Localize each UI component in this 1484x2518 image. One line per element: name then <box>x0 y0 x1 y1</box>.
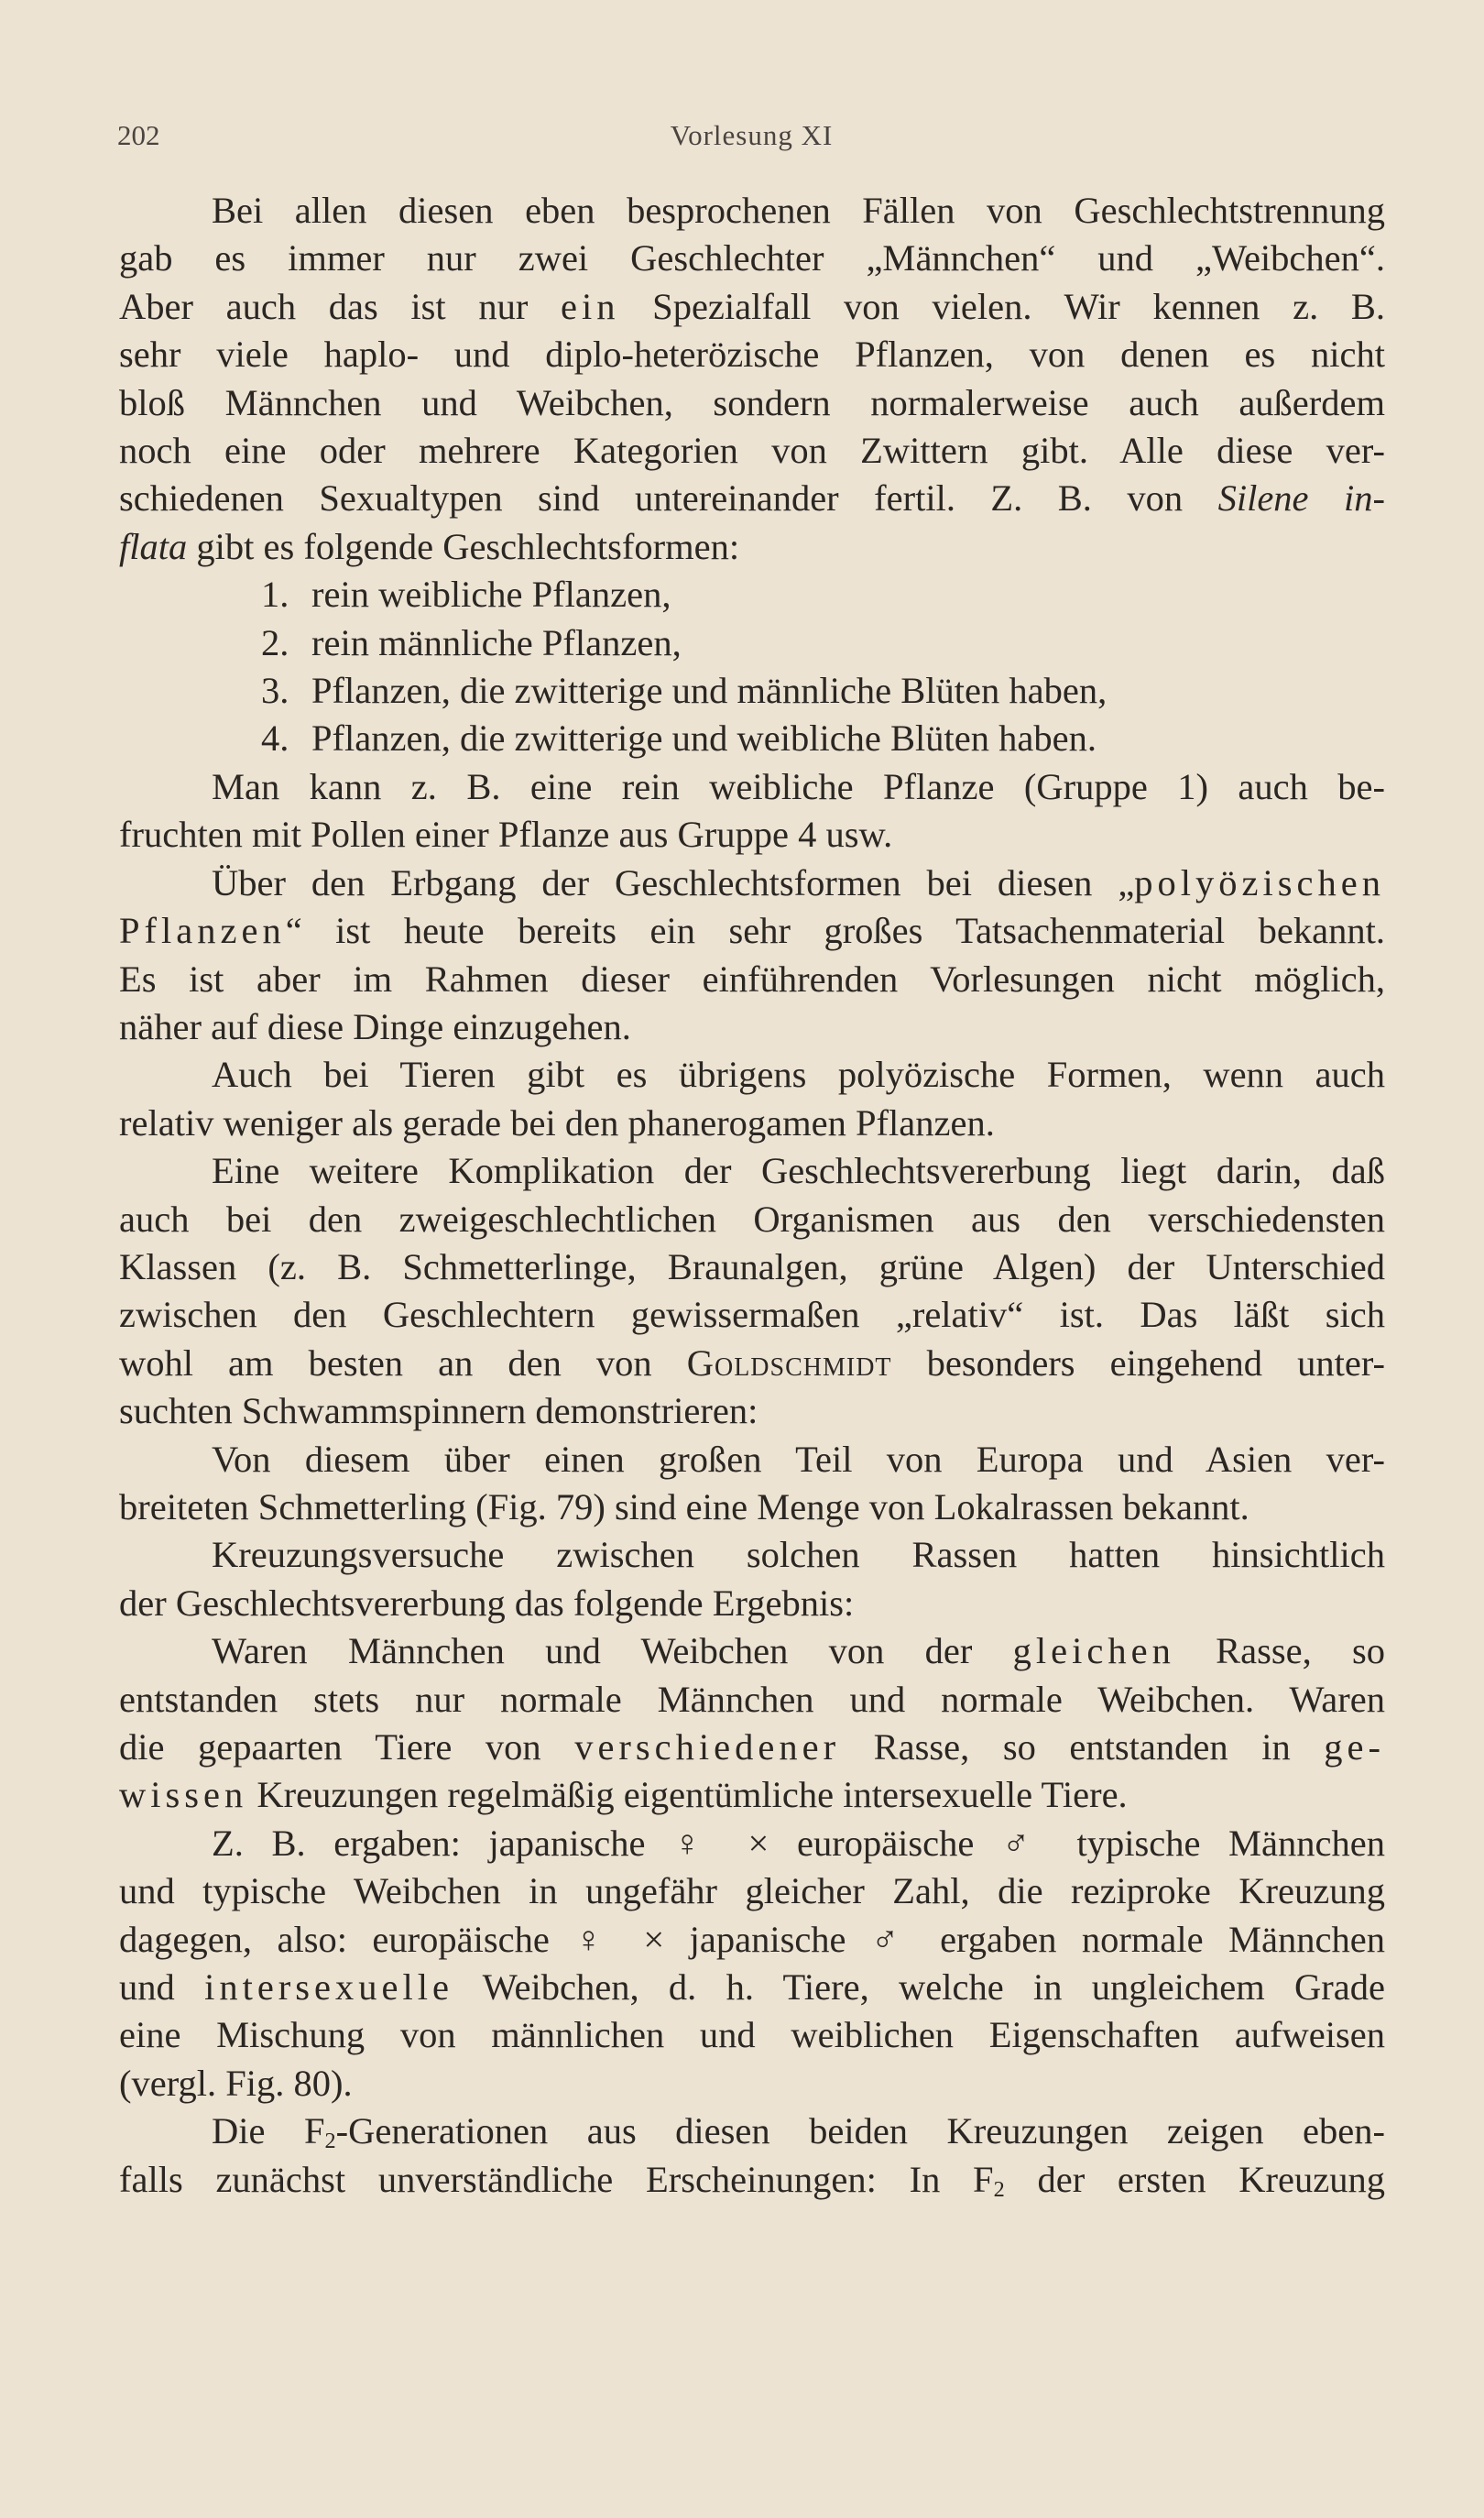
paragraph-7 <box>119 1531 1385 1627</box>
body-text <box>119 187 1385 2204</box>
paragraph-4 <box>119 1051 1385 1147</box>
text-line: breiteten Schmetterling (Fig. 79) sind eine Menge von Lokalrassen bekannt. <box>119 1485 1249 1527</box>
list-item: 3. Pflanzen, die zwitterige und männliche Blüten haben, <box>261 670 1108 712</box>
text-line: die gepaarten Tiere von verschiedener Rasse, so entstanden in ge- <box>119 1726 1385 1768</box>
text-line: bloß Männchen und Weibchen, sondern normalerweise auch außerdem <box>119 381 1385 423</box>
text-line: Bei allen diesen eben besprochenen Fällen von Geschlechtstrennung <box>212 190 1385 231</box>
text-line: Man kann z. B. eine rein weibliche Pflanze (Gruppe 1) auch be- <box>212 765 1385 807</box>
text-line: relativ weniger als gerade bei den phanerogamen Pflanzen. <box>119 1101 995 1144</box>
text-line: zwischen den Geschlechtern gewissermaßen „relativ“ ist. Das läßt sich <box>119 1294 1385 1336</box>
page-header <box>117 119 1386 165</box>
text-line: dagegen, also: europäische ♀ × japanische ♂ ergaben normale Männchen <box>119 1918 1385 1960</box>
text-line: Über den Erbgang der Geschlechtsformen bei diesen „polyözischen <box>212 861 1385 903</box>
text-line: flata gibt es folgende Geschlechtsformen: <box>119 525 740 567</box>
text-line: suchten Schwammspinnern demonstrieren: <box>119 1390 758 1432</box>
list-item: 2. rein männliche Pflanzen, <box>261 621 682 663</box>
paragraph-10 <box>119 2107 1385 2204</box>
list-item: 1. rein weibliche Pflanzen, <box>261 574 671 616</box>
text-line: noch eine oder mehrere Kategorien von Zwittern gibt. Alle diese ver- <box>119 430 1385 472</box>
text-line: Eine weitere Komplikation der Geschlechtsvererbung liegt darin, daß <box>212 1150 1385 1192</box>
author-name: Goldschmidt <box>686 1341 892 1384</box>
numbered-list <box>119 571 1385 763</box>
text-line: auch bei den zweigeschlechtlichen Organismen aus den verschiedensten <box>119 1198 1385 1240</box>
text-line: und typische Weibchen in ungefähr gleicher Zahl, die reziproke Kreuzung <box>119 1870 1385 1912</box>
text-line: eine Mischung von männlichen und weiblichen Eigenschaften aufweisen <box>119 2014 1385 2056</box>
paragraph-6 <box>119 1436 1385 1532</box>
text-line: (vergl. Fig. 80). <box>119 2062 353 2104</box>
text-line: Pflanzen“ ist heute bereits ein sehr großes Tatsachenmaterial bekannt. <box>119 910 1385 952</box>
text-line: Auch bei Tieren gibt es übrigens polyözische Formen, wenn auch <box>212 1054 1385 1096</box>
text-line: Klassen (z. B. Schmetterlinge, Braunalgen, grüne Algen) der Unterschied <box>119 1245 1385 1287</box>
paragraph-5 <box>119 1147 1385 1435</box>
text-line: und intersexuelle Weibchen, d. h. Tiere, welche in ungleichem Grade <box>119 1966 1385 2009</box>
text-line: der Geschlechtsvererbung das folgende Ergebnis: <box>119 1582 855 1624</box>
text-line: sehr viele haplo- und diplo-heterözische Pflanzen, von denen es nicht <box>119 334 1385 376</box>
paragraph-1 <box>119 187 1385 571</box>
text-line: Kreuzungsversuche zwischen solchen Rassen hatten hinsichtlich <box>212 1534 1385 1576</box>
italic-species-name: flata <box>119 525 188 567</box>
list-item: 4. Pflanzen, die zwitterige und weibliche Blüten haben. <box>261 717 1097 760</box>
text-line: Von diesem über einen großen Teil von Europa und Asien ver- <box>212 1438 1385 1480</box>
text-line: falls zunächst unverständliche Erscheinungen: In $F_2$ der ersten Kreuzung <box>119 2158 1385 2202</box>
paragraph-8 <box>119 1627 1385 1820</box>
text-line: wohl am besten an den von Goldschmidt besonders eingehend unter- <box>119 1341 1385 1384</box>
paragraph-2 <box>119 763 1385 859</box>
text-line: entstanden stets nur normale Männchen und normale Weibchen. Waren <box>119 1678 1385 1720</box>
italic-species-name: Silene in- <box>1217 477 1385 520</box>
text-line: fruchten mit Pollen einer Pflanze aus Gruppe 4 usw. <box>119 814 893 856</box>
text-line: schiedenen Sexualtypen sind untereinander fertil. Z. B. von Silene in- <box>119 477 1385 520</box>
paragraph-3 <box>119 859 1385 1052</box>
text-line: gab es immer nur zwei Geschlechter „Männchen“ und „Weibchen“. <box>119 237 1385 279</box>
text-line: wissen Kreuzungen regelmäßig eigentümliche intersexuelle Tiere. <box>119 1774 1128 1816</box>
text-line: Z. B. ergaben: japanische ♀ × europäische ♂ typische Männchen <box>212 1822 1385 1864</box>
paragraph-9 <box>119 1820 1385 2107</box>
text-line: näher auf diese Dinge einzugehen. <box>119 1005 631 1047</box>
text-line: Waren Männchen und Weibchen von der gleichen Rasse, so <box>212 1630 1385 1672</box>
text-line: Die $F_2$-Generationen aus diesen beiden Kreuzungen zeigen eben- <box>212 2110 1385 2154</box>
text-line: Aber auch das ist nur ein Spezialfall von vielen. Wir kennen z. B. <box>119 285 1386 327</box>
running-head: Vorlesung XI <box>670 119 834 151</box>
page-number: 202 <box>117 119 160 151</box>
text-line: Es ist aber im Rahmen dieser einführenden Vorlesungen nicht möglich, <box>119 958 1385 1000</box>
